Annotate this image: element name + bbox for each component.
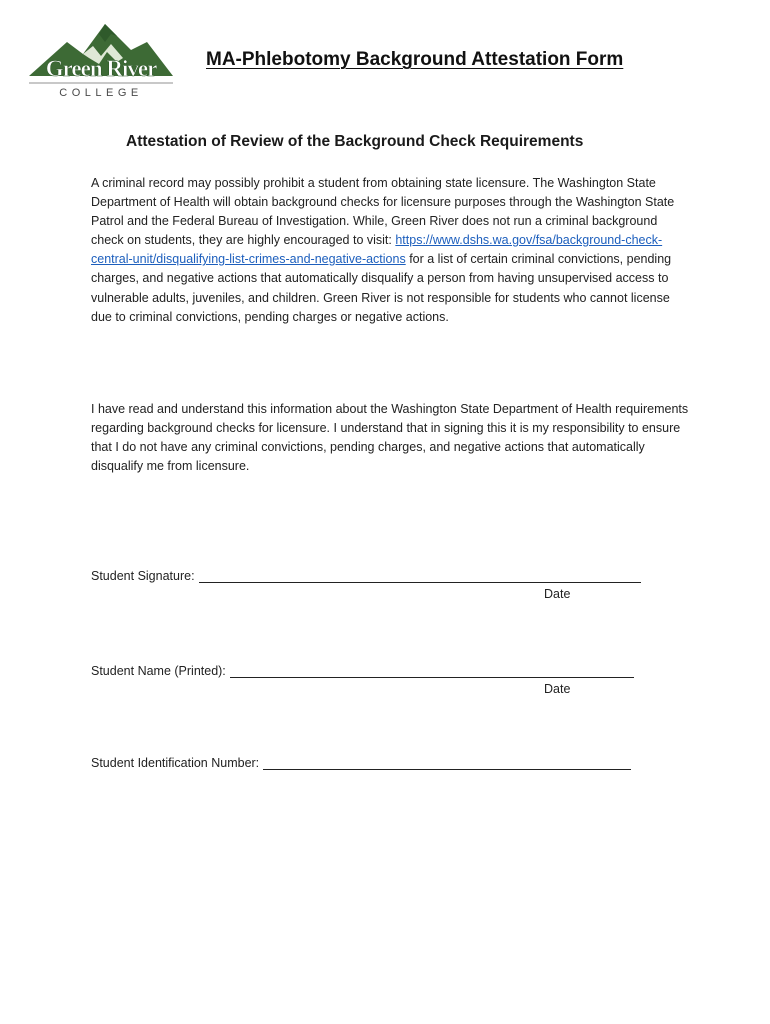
printed-name-date-label: Date [544, 682, 571, 696]
form-title: MA-Phlebotomy Background Attestation Form [206, 49, 624, 70]
student-id-field [91, 755, 631, 770]
printed-name-field [91, 663, 634, 678]
student-id-label: Student Identification Number: [91, 756, 260, 770]
signature-label: Student Signature: [91, 569, 195, 583]
dshs-disqualifying-list-link[interactable]: https://www.dshs.wa.gov/fsa/background-check-central-unit/disqualifying-list-crimes-and-negative-actions [91, 233, 663, 267]
acknowledgement-paragraph: I have read and understand this information about the Washington State Department of Health requirements regarding background checks for licensure. I understand that in signing this it is my responsibility to ensure that I do not have any criminal convictions, pending charges, and negative actions that automatically disqualify me from licensure. [91, 402, 689, 474]
signature-date-label: Date [544, 587, 571, 601]
signature-field [91, 568, 641, 583]
student-id-line[interactable] [263, 755, 631, 770]
signature-line[interactable] [199, 568, 641, 583]
intro-paragraph [91, 174, 691, 327]
section-heading: Attestation of Review of the Background Check Requirements [126, 133, 584, 150]
green-river-college-logo [27, 20, 175, 100]
printed-name-label: Student Name (Printed): [91, 664, 226, 678]
logo-wordmark: Green River [45, 56, 157, 81]
intro-text-before: A criminal record may possibly prohibit a student from obtaining state licensure. The Washington State Department of Health will obtain background checks for licensure purposes through the Washington State Patrol and the Federal Bureau of Investigation. While, Green River does not run a criminal background check on students, they are highly encouraged to visit: [91, 176, 675, 248]
intro-text-after: for a list of certain criminal convictions, pending charges, and negative actions that automatically disqualify a person from having unsupervised access to vulnerable adults, juveniles, and children. Green River is not responsible for students who cannot license due to criminal convictions, pending charges or negative actions. [91, 252, 672, 324]
logo-subtitle: COLLEGE [59, 87, 143, 99]
printed-name-line[interactable] [230, 663, 634, 678]
